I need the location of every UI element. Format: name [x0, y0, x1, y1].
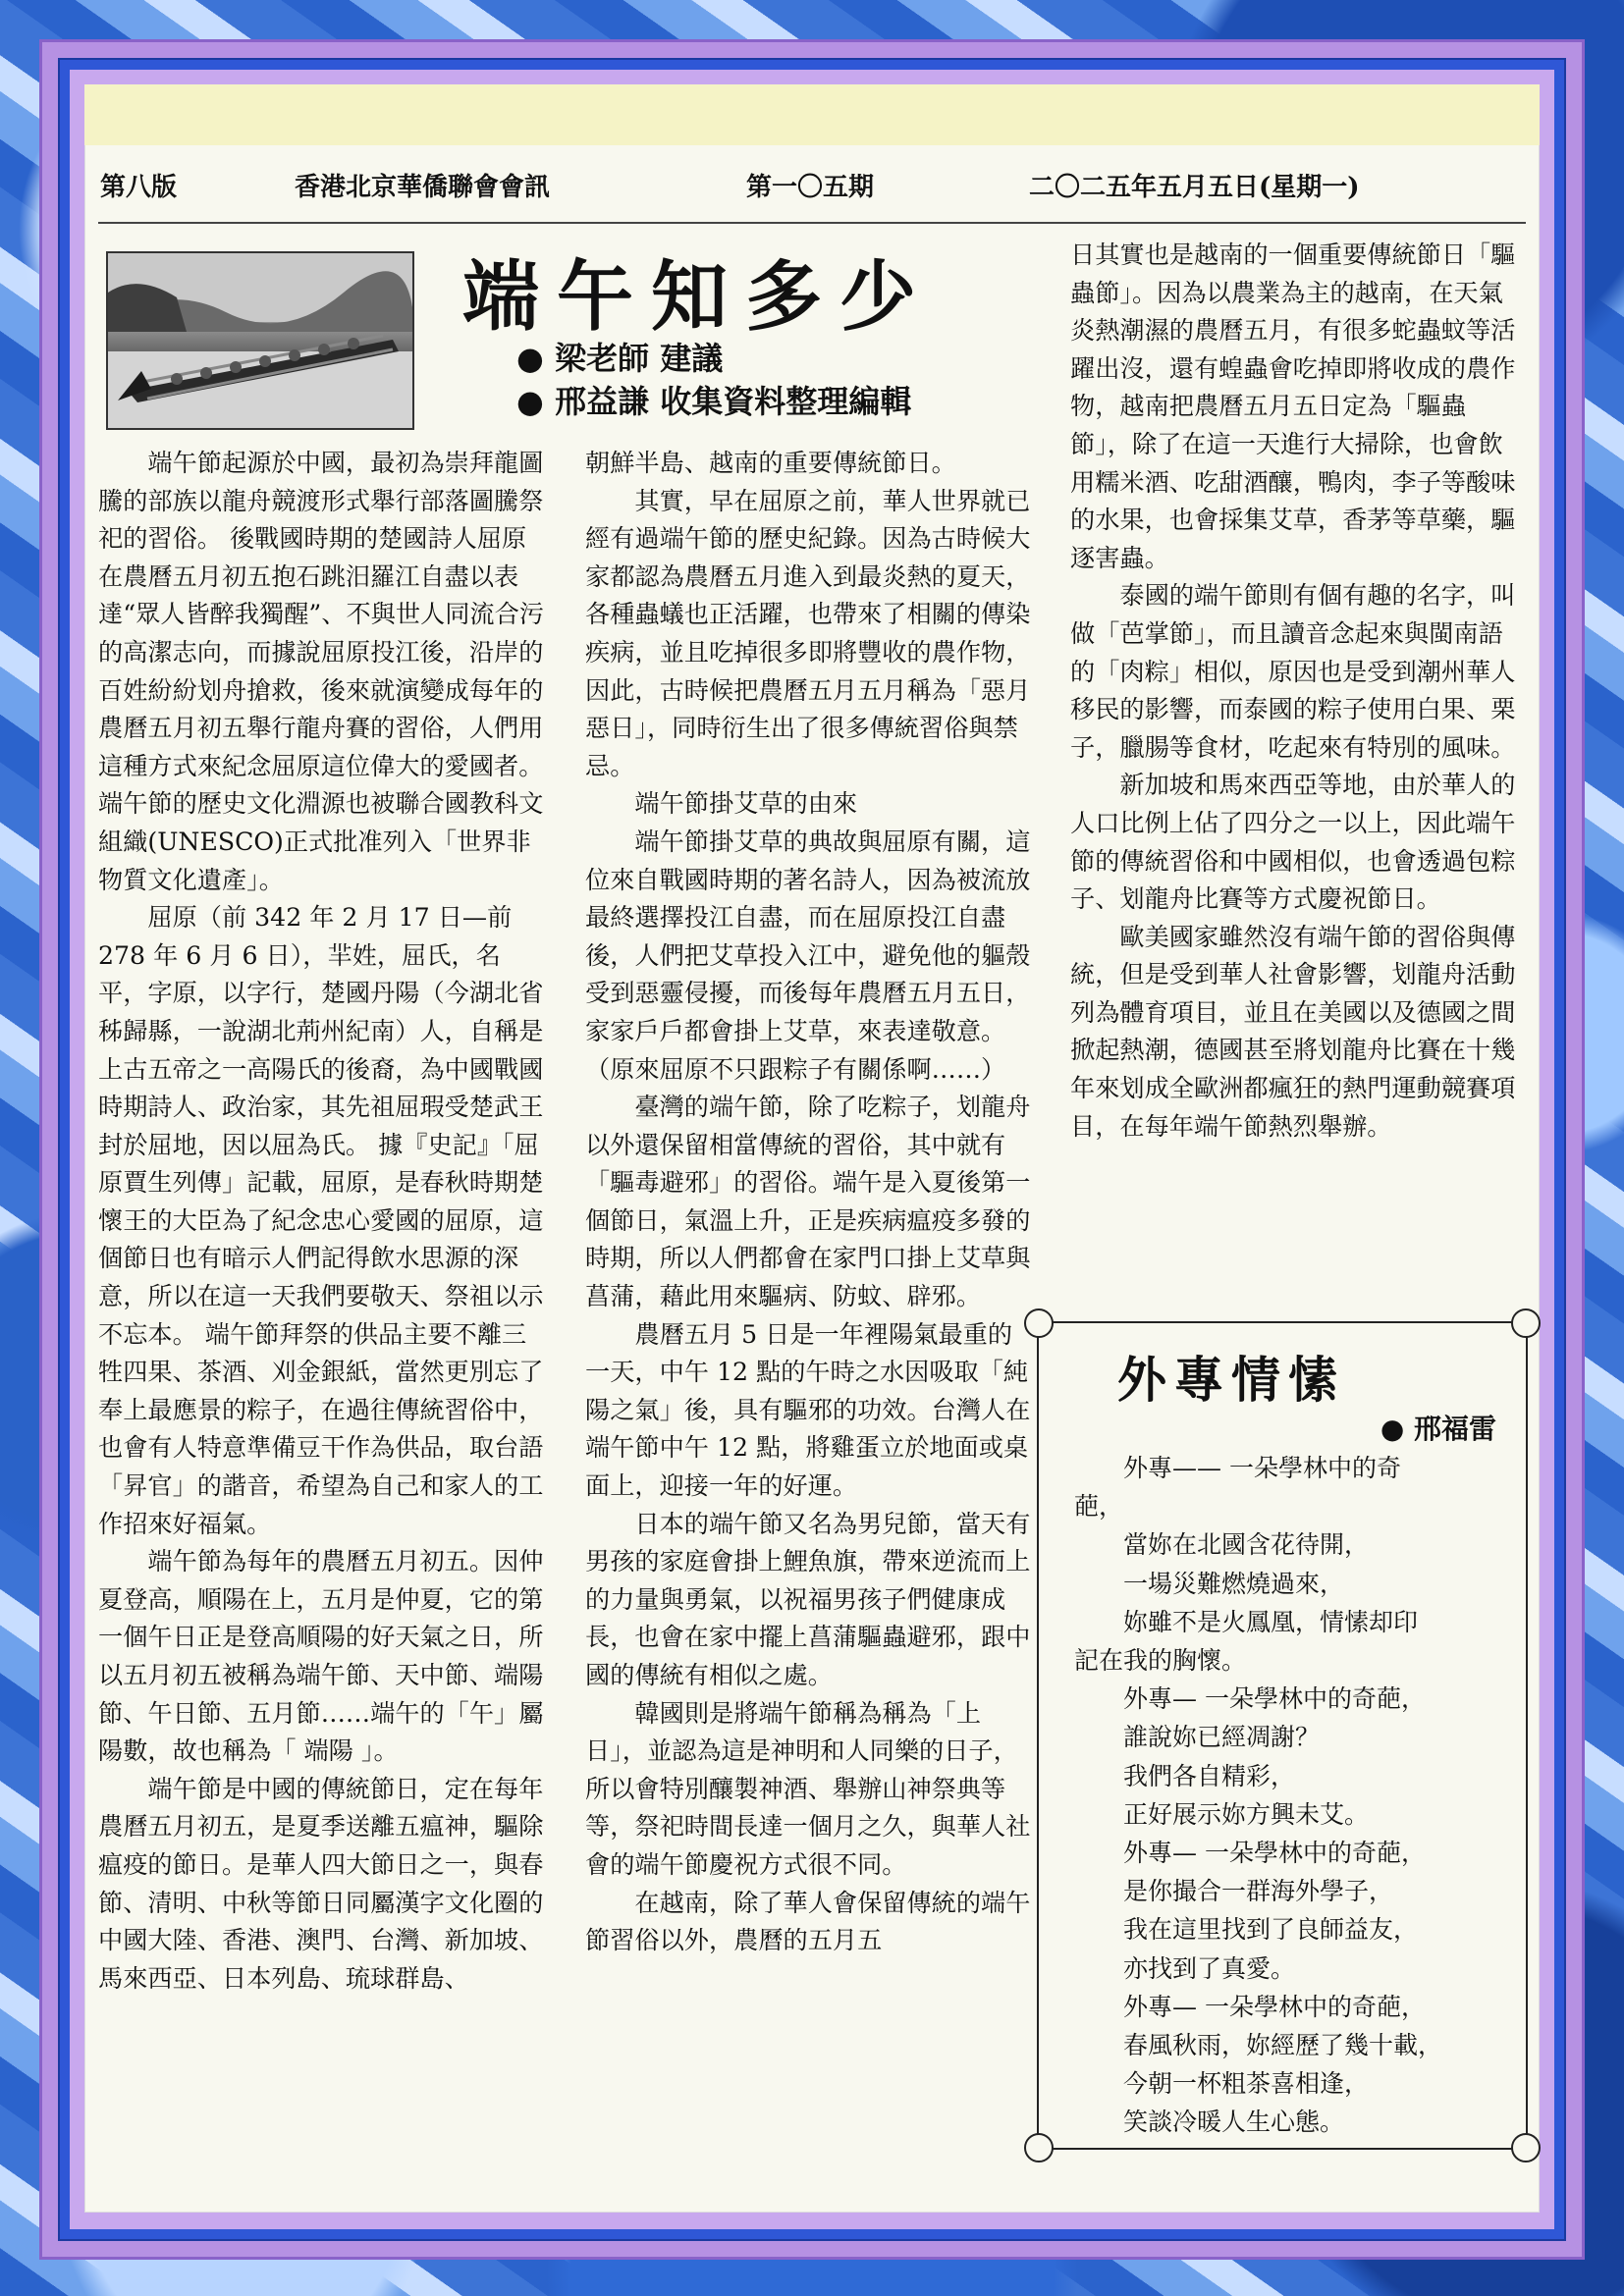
publication-name: 香港北京華僑聯會會訊 — [295, 173, 551, 202]
poem-line: 亦找到了真愛。 — [1074, 1953, 1296, 1983]
poem-title: 外專情愫 — [1117, 1351, 1345, 1409]
poem-body — [1074, 1449, 1506, 2142]
paragraph: 新加坡和馬來西亞等地，由於華人的人口比例上佔了四分之一以上，因此端午節的傳統習俗和中國相似，也會透過包粽子、划龍舟比賽等方式慶祝節日。 — [1070, 771, 1516, 914]
poem-line: 我們各自精彩， — [1074, 1761, 1296, 1790]
paragraph: 歐美國家雖然沒有端午節的習俗與傳統，但是受到華人社會影響，划龍舟活動列為體育項目，並且在美國以及德國之間掀起熱潮，德國甚至將划龍舟比賽在十幾年來划成全歐洲都瘋狂的熱門運動競賽項目，在每年端午節熱烈舉辦。 — [1070, 922, 1516, 1141]
issue-number: 第一〇五期 — [746, 173, 875, 202]
paragraph: 在越南，除了華人會保留傳統的端午節習俗以外，農曆的五月五 — [585, 1888, 1031, 1955]
poem-line: 今朝一杯粗茶喜相逢， — [1074, 2069, 1370, 2099]
poem-line: 外專— 一朵學林中的奇葩， — [1074, 1992, 1426, 2021]
paragraph: 臺灣的端午節，除了吃粽子，划龍舟以外還保留相當傳統的習俗，其中就有「驅毒避邪」的習俗。端午是入夏後第一個節日，氣溫上升，正是疾病瘟疫多發的時期，所以人們都會在家門口掛上艾草與菖蒲，藉此用來驅病、防蚊、辟邪。 — [585, 1093, 1031, 1311]
paragraph: 端午節起源於中國，最初為崇拜龍圖騰的部族以龍舟競渡形式舉行部落圖騰祭祀的習俗。 後戰國時期的楚國詩人屈原在農曆五月初五抱石跳汨羅江自盡以表達“眾人皆醉我獨醒”、不與世人同流合污的高潔志向，而據說屈原投江後，沿岸的百姓紛紛划舟搶救，後來就演變成每年的農曆五月初五舉行龍舟賽的習俗，人們用這種方式來紀念屈原這位偉大的愛國者。端午節的歷史文化淵源也被聯合國教科文組織(UNESCO)正式批准列入「世界非物質文化遺產」。 — [98, 449, 544, 894]
poem-line: 外專— 一朵學林中的奇葩， — [1074, 1839, 1426, 1868]
poem-author: ● 邢福雷 — [1380, 1413, 1496, 1445]
poem-line: 妳雖不是火鳳凰，情愫却印 — [1074, 1607, 1419, 1636]
poem-line: 當妳在北國含花待開， — [1074, 1530, 1370, 1560]
paragraph: 日本的端午節又名為男兒節，當天有男孩的家庭會掛上鯉魚旗，帶來逆流而上的力量與勇氣，以祝福男孩子們健康成長，也會在家中擺上菖蒲驅蟲避邪，跟中國的傳統有相似之處。 — [585, 1509, 1031, 1689]
paragraph: 端午節為每年的農曆五月初五。因仲夏登高，順陽在上，五月是仲夏，它的第一個午日正是登高順陽的好天氣之日，所以五月初五被稱為端午節、天中節、端陽節、午日節、五月節……端午的「午」屬陽數，故也稱為「 端陽 」。 — [98, 1547, 544, 1766]
issue-date: 二〇二五年五月五日(星期一) — [1029, 173, 1360, 202]
box-corner-ornament — [1024, 1308, 1054, 1338]
subheading: 端午節掛艾草的由來 — [634, 789, 858, 819]
paragraph: 端午節是中國的傳統節日，定在每年農曆五月初五，是夏季送離五瘟神，驅除瘟疫的節日。是華人四大節日之一，與春節、清明、中秋等節日同屬漢字文化圈的中國大陸、香港、澳門、台灣、新加坡、馬來西亞、日本列島、琉球群島、 — [98, 1774, 544, 1993]
paragraph: 日其實也是越南的一個重要傳統節日「驅蟲節」。因為以農業為主的越南，在天氣炎熱潮濕的農曆五月，有很多蛇蟲蚊等活躍出沒，還有蝗蟲會吃掉即將收成的農作物，越南把農曆五月五日定為「驅蟲節」，除了在這一天進行大掃除，也會飲用糯米酒、吃甜酒釀，鴨肉，李子等酸味的水果，也會採集艾草，香茅等草藥，驅逐害蟲。 — [1070, 240, 1516, 572]
poem-line: 正好展示妳方興未艾。 — [1074, 1799, 1370, 1829]
dragon-boat-photo — [106, 251, 414, 430]
poem-line: 外專— 一朵學林中的奇葩， — [1074, 1684, 1426, 1714]
byline-compiler: ● 邢益謙 收集資料整理編輯 — [516, 383, 912, 420]
page-number: 第八版 — [100, 173, 178, 202]
poem-line: 一場災難燃燒過來， — [1074, 1569, 1345, 1598]
poem-line: 葩， — [1074, 1492, 1124, 1522]
paragraph: 韓國則是將端午節稱為稱為「上日」，並認為這是神明和人同樂的日子，所以會特別釀製神酒、舉辦山神祭典等等，祭祀時間長達一個月之久，與華人社會的端午節慶祝方式很不同。 — [585, 1698, 1031, 1879]
paragraph: 其實，早在屈原之前，華人世界就已經有過端午節的歷史紀錄。因為古時候大家都認為農曆五月進入到最炎熱的夏天，各種蟲蟻也正活躍，也帶來了相關的傳染疾病，並且吃掉很多即將豐收的農作物，因此，古時候把農曆五月五月稱為「惡月惡日」，同時衍生出了很多傳統習俗與禁忌。 — [585, 486, 1031, 780]
byline-editor: ● 梁老師 建議 — [516, 340, 724, 377]
article-column-2 — [585, 445, 1035, 1960]
paragraph: 屈原（前 342 年 2 月 17 日—前 278 年 6 月 6 日），羋姓，屈氏，名平，字原，以字行，楚國丹陽（今湖北省秭歸縣，一說湖北荊州紀南）人，自稱是上古五帝之一高陽氏的後裔，為中國戰國時期詩人、政治家，其先祖屈瑕受楚武王封於屈地，因以屈為氏。 據『史記』「屈原賈生列傳」記載，屈原，是春秋時期楚懷王的大臣為了紀念忠心愛國的屈原，這個節日也有暗示人們記得飲水思源的深意，所以在這一天我們要敬天、祭祖以示不忘本。 端午節拜祭的供品主要不離三牲四果、茶酒、刈金銀紙，當然更別忘了奉上最應景的粽子，在過往傳統習俗中，也會有人特意準備豆干作為供品，取台語「昇官」的諧音，希望為自己和家人的工作招來好福氣。 — [98, 903, 544, 1538]
box-corner-ornament — [1511, 1308, 1541, 1338]
box-corner-ornament — [1024, 2133, 1054, 2163]
paragraph: 朝鮮半島、越南的重要傳統節日。 — [585, 449, 956, 477]
poem-line: 我在這里找到了良師益友， — [1074, 1915, 1419, 1945]
poem-line: 笑談冷暖人生心態。 — [1074, 2108, 1345, 2137]
poem-line: 是你撮合一群海外學子， — [1074, 1877, 1394, 1906]
paragraph: 泰國的端午節則有個有趣的名字，叫做「芭掌節」，而且讀音念起來與閩南語的「肉粽」相似，原因也是受到潮州華人移民的影響，而泰國的粽子使用白果、栗子，臘腸等食材，吃起來有特別的風味。 — [1070, 581, 1516, 762]
article-column-1 — [98, 445, 548, 1998]
paragraph: 農曆五月 5 日是一年裡陽氣最重的一天，中午 12 點的午時之水因吸取「純陽之氣」後，具有驅邪的功效。台灣人在端午節中午 12 點，將雞蛋立於地面或桌面上，迎接一年的好運。 — [585, 1319, 1031, 1501]
poem-line: 外專—— 一朵學林中的奇 — [1074, 1454, 1401, 1482]
box-corner-ornament — [1511, 2133, 1541, 2163]
newspaper-page — [84, 84, 1540, 2213]
poem-line: 春風秋雨，妳經歷了幾十載， — [1074, 2031, 1443, 2060]
article-column-3 — [1070, 237, 1524, 1146]
article-title: 端午知多少 — [462, 253, 935, 342]
poem-line: 記在我的胸懷。 — [1074, 1646, 1247, 1676]
paper-top-strip — [84, 84, 1540, 145]
paragraph: 端午節掛艾草的典故與屈原有關，這位來自戰國時期的著名詩人，因為被流放最終選擇投江自盡，而在屈原投江自盡後，人們把艾草投入江中，避免他的軀殼受到惡靈侵擾，而後每年農曆五月五日，家家戶戶都會掛上艾草，來表達敬意。（原來屈原不只跟粽子有關係啊……） — [585, 827, 1031, 1084]
header-rule — [98, 222, 1526, 224]
poem-box — [1037, 1321, 1528, 2150]
poem-line: 誰說妳已經凋謝？ — [1074, 1723, 1321, 1752]
